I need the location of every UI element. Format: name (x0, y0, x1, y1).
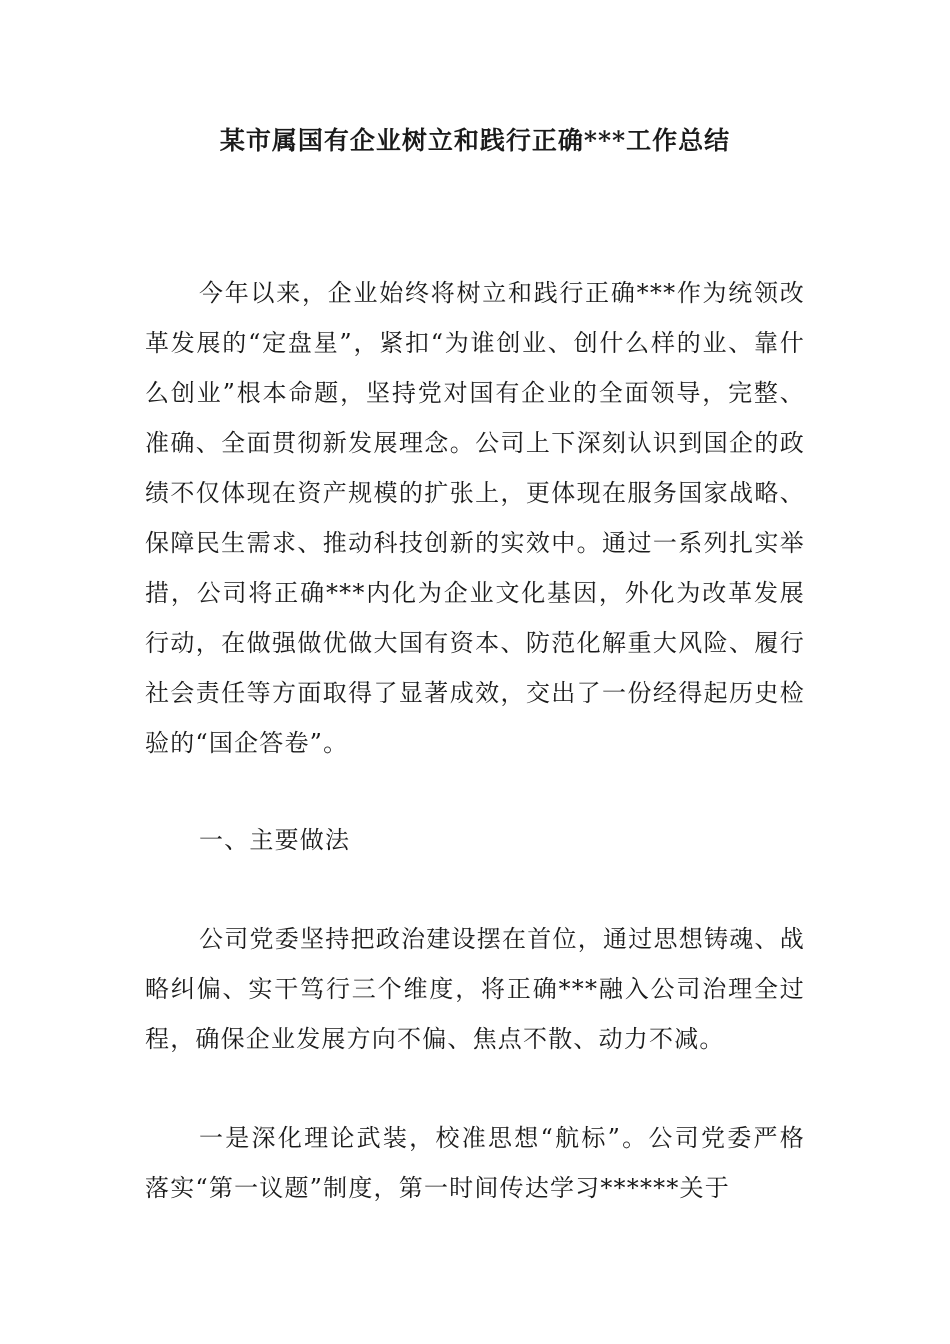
section-intro-paragraph: 公司党委坚持把政治建设摆在首位，通过思想铸魂、战略纠偏、实干笃行三个维度，将正确***融入公司治理全过程，确保企业发展方向不偏、焦点不散、动力不减。 (145, 925, 805, 1053)
section-heading: 一、主要做法 (199, 826, 351, 854)
point-one-paragraph: 一是深化理论武装，校准思想“航标”。公司党委严格落实“第一议题”制度，第一时间传达学习******关于 (145, 1124, 805, 1202)
intro-paragraph: 今年以来，企业始终将树立和践行正确***作为统领改革发展的“定盘星”，紧扣“为谁创业、创什么样的业、靠什么创业”根本命题，坚持党对国有企业的全面领导，完整、准确、全面贯彻新发展理念。公司上下深刻认识到国企的政绩不仅体现在资产规模的扩张上，更体现在服务国家战略、保障民生需求、推动科技创新的实效中。通过一系列扎实举措，公司将正确***内化为企业文化基因，外化为改革发展行动，在做强做优做大国有资本、防范化解重大风险、履行社会责任等方面取得了显著成效，交出了一份经得起历史检验的“国企答卷”。 (145, 279, 805, 757)
document-title: 某市属国有企业树立和践行正确***工作总结 (219, 126, 731, 155)
